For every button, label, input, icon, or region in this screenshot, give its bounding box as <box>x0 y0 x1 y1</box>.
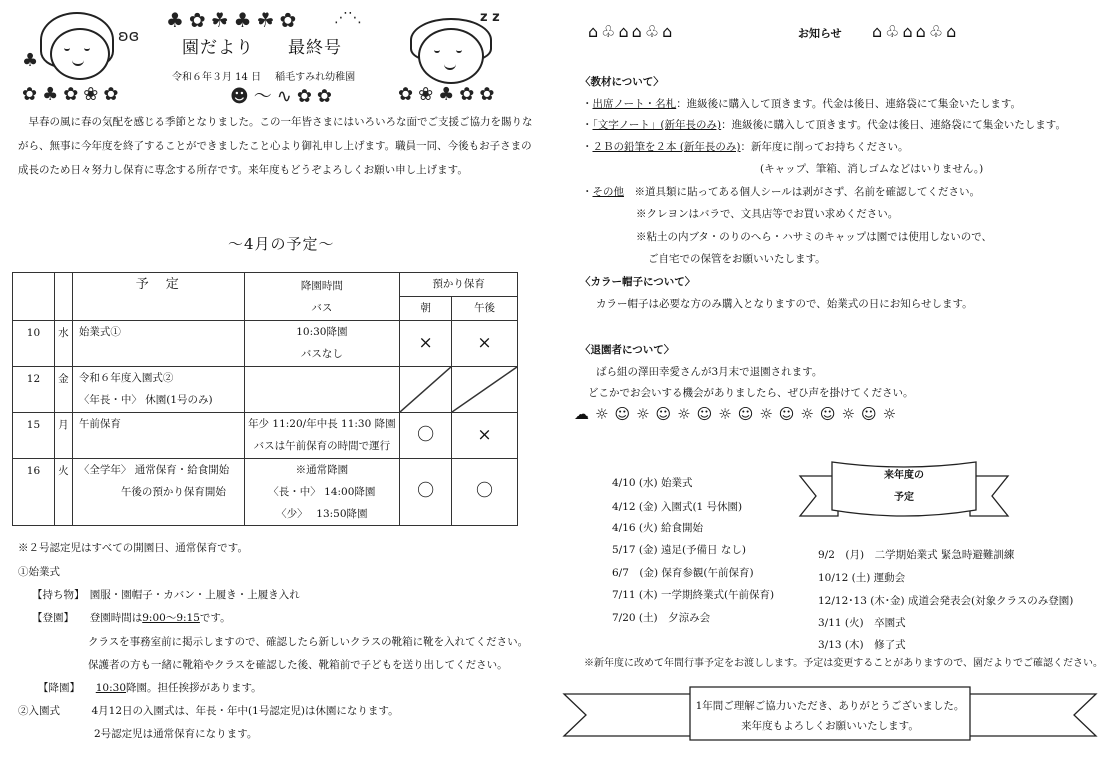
girl-face-illustration <box>50 28 110 80</box>
houses-trees-left-icon: ⌂♧⌂⌂♧⌂ <box>588 22 676 41</box>
cell-time <box>244 367 400 413</box>
cell-day: 15 <box>13 413 55 459</box>
table-row <box>13 459 518 526</box>
event-right: 12/12･13 (木･金) 成道会発表会(対象クラスのみ登園) <box>818 595 1074 607</box>
note-belongings: 【持ち物】 園服・園帽子・カバン・上履き・上履き入れ <box>32 589 300 601</box>
afternoon-mark: 〇 <box>476 481 494 502</box>
materials-line-3: ・２Ｂの鉛筆を２本 (新年長のみ)：新年度に削ってお持ちください。 <box>582 141 909 153</box>
table-row <box>13 413 518 459</box>
note-dismissal: 【降園】 10:30降園。担任挨拶があります。 <box>38 682 262 694</box>
cell-plan: 〈全学年〉 通常保育・給食開始 午後の預かり保育開始 <box>72 459 244 526</box>
cell-plan: 始業式① <box>72 321 244 367</box>
sleep-z-icon: z z <box>480 10 500 25</box>
afternoon-mark: × <box>477 332 492 353</box>
closing-line-1: 1年間ご理解ご協力いただき、ありがとうございました。 <box>695 700 965 712</box>
hat-label: 〈カラー帽子について〉 <box>580 276 696 288</box>
closing-line-2: 来年度もよろしくお願いいたします。 <box>741 720 919 732</box>
banner-line-2: 予定 <box>894 492 914 503</box>
table-header-dismissal: 降園時間 バス <box>244 273 400 321</box>
leaving-text-1: ばら組の澤田幸愛さんが3月末で退園されます。 <box>596 366 823 378</box>
school-name: 稲毛すみれ幼稚園 <box>275 72 356 83</box>
events-note: ※新年度に改めて年間行事予定をお渡しします。予定は変更することがありますので、園だよりでご確認ください。 <box>584 658 1103 669</box>
event-left: 7/11 (木) 一学期終業式(午前保育) <box>612 589 775 601</box>
event-left: 6/7 (金) 保育参観(午前保育) <box>612 567 754 579</box>
date-school-line <box>172 72 355 85</box>
ribbon-banner-icon <box>798 458 1010 524</box>
table-header-childcare: 預かり保育 <box>400 273 518 297</box>
cell-plan: 午前保育 <box>72 413 244 459</box>
table-row <box>13 321 518 367</box>
leaving-label: 〈退園者について〉 <box>580 344 675 356</box>
diagonal-slash-icon <box>400 367 451 412</box>
note-class-board: クラスを事務室前に掲示しますので、確認したら新しいクラスの靴箱に靴を入れてください。 <box>88 636 529 648</box>
children-sun-row-icon: ☁☼☺☼☺☼☺☼☺☼☺☼☺☼☺☼ <box>574 405 903 423</box>
materials-line-5: ・その他 ※道具類に貼ってある個人シールは剥がさず、名前を確認してください。 <box>582 186 980 198</box>
cell-day: 16 <box>13 459 55 526</box>
cell-morning <box>400 367 452 413</box>
note-opening-ceremony: ①始業式 <box>18 566 60 578</box>
morning-mark: 〇 <box>417 424 435 445</box>
flower-row-left-icon: ✿♣✿❀✿ <box>22 84 124 105</box>
materials-label: 〈教材について〉 <box>580 76 664 88</box>
closing-ribbon-icon <box>562 684 1098 744</box>
title-main-text: 園だより <box>182 38 254 58</box>
boy-face-illustration <box>418 28 484 84</box>
event-left: 5/17 (金) 遠足(予備日 なし) <box>612 544 746 556</box>
table-header-weekday <box>54 273 72 321</box>
table-header-morning: 朝 <box>400 297 452 321</box>
event-left: 4/16 (火) 給食開始 <box>612 522 703 534</box>
materials-line-8: ご自宅での保管をお願いいたします。 <box>648 253 826 265</box>
cell-day: 12 <box>13 367 55 413</box>
materials-line-1: ・出席ノート・名札：進級後に購入して頂きます。代金は後日、連絡袋にて集金いたします。 <box>582 98 1022 110</box>
notice-title: お知らせ <box>798 27 842 40</box>
clover-left-edge-icon: ♣ <box>22 50 39 71</box>
cell-morning <box>400 413 452 459</box>
cell-morning <box>400 321 452 367</box>
note-entrance-ceremony: ②入園式 4月12日の入園式は、年長・年中(1号認定児)は休園になります。 <box>18 705 399 717</box>
clover-row-top-icon: ♣✿☘♣☘✿ <box>166 8 302 32</box>
note-arrival: 【登園】 登園時間は9:00～9:15です。 <box>32 612 231 624</box>
cell-weekday: 火 <box>54 459 72 526</box>
materials-line-7: ※粘土の内ブタ・のりのへら・ハサミのキャップは園では使用しないので、 <box>636 231 993 243</box>
title-issue-text: 最終号 <box>288 38 342 58</box>
event-left: 4/10 (水) 始業式 <box>612 477 693 489</box>
note-parents: 保護者の方も一緒に靴箱やクラスを確認した後、靴箱前で子どもを送り出してください。 <box>88 659 508 671</box>
morning-mark: 〇 <box>417 481 435 502</box>
april-schedule-table <box>12 272 518 526</box>
cell-time: 10:30降園 バスなし <box>244 321 400 367</box>
materials-line-6: ※クレヨンはバラで、文具店等でお買い求めください。 <box>636 208 899 220</box>
april-schedule-heading: ～4月の予定～ <box>228 235 335 253</box>
event-left: 4/12 (金) 入園式(1 号休園) <box>612 501 743 513</box>
materials-line-4: (キャップ、筆箱、消しゴムなどはいりません。) <box>760 163 984 175</box>
cell-afternoon <box>452 413 518 459</box>
banner-line-1: 来年度の <box>884 470 924 481</box>
frog-row-icon: ☻〜∿✿✿ <box>230 86 338 107</box>
afternoon-mark: × <box>477 424 492 445</box>
table-header-plan: 予 定 <box>72 273 244 321</box>
table-header-row-1 <box>13 273 518 297</box>
cell-morning <box>400 459 452 526</box>
event-right: 3/11 (火) 卒園式 <box>818 617 906 629</box>
cell-day: 10 <box>13 321 55 367</box>
cell-weekday: 月 <box>54 413 72 459</box>
flower-row-right-icon: ✿❀♣✿✿ <box>398 84 500 105</box>
hat-text: カラー帽子は必要な方のみ購入となりますので、始業式の日にお知らせします。 <box>596 298 973 310</box>
event-right: 3/13 (木) 修了式 <box>818 639 906 651</box>
cell-plan: 令和６年度入園式② 〈年長・中〉 休園(1号のみ) <box>72 367 244 413</box>
left-column <box>0 0 540 760</box>
houses-trees-right-icon: ⌂♧⌂⌂♧⌂ <box>872 22 960 41</box>
cell-afternoon <box>452 367 518 413</box>
table-header-afternoon: 午後 <box>452 297 518 321</box>
event-right: 9/2 (月) 二学期始業式 緊急時避難訓練 <box>818 549 1015 561</box>
cell-time: 年少 11:20/年中長 11:30 降園 バスは午前保育の時間で運行 <box>244 413 400 459</box>
cell-afternoon <box>452 459 518 526</box>
note-2go: ※２号認定児はすべての開園日、通常保育です。 <box>18 542 248 554</box>
butterfly-icon: ʚɞ <box>118 26 140 45</box>
sparkle-icon: ⋰⋱ <box>334 10 362 26</box>
newsletter-title <box>182 38 342 59</box>
cell-time: ※通常降園 〈長・中〉 14:00降園 〈少〉 13:50降園 <box>244 459 400 526</box>
schedule-body <box>13 321 518 526</box>
next-year-banner <box>798 458 1010 524</box>
cell-afternoon <box>452 321 518 367</box>
morning-mark: × <box>418 332 433 353</box>
materials-line-2: ・「文字ノート」(新年長のみ)：進級後に購入して頂きます。代金は後日、連絡袋にて集金いたします。 <box>582 119 1066 131</box>
cell-weekday: 金 <box>54 367 72 413</box>
event-left: 7/20 (土) 夕涼み会 <box>612 612 711 624</box>
diagonal-slash-icon <box>452 367 517 412</box>
note-2go-normal: 2号認定児は通常保育になります。 <box>94 728 258 740</box>
table-header-day <box>13 273 55 321</box>
cell-weekday: 水 <box>54 321 72 367</box>
leaving-text-2: どこかでお会いする機会がありましたら、ぜひ声を掛けてください。 <box>588 387 914 399</box>
right-column <box>560 0 1120 760</box>
greeting-paragraph: 早春の風に春の気配を感じる季節となりました。この一年皆さまにはいろいろな面でご支援ご協力を賜りながら、無事に今年度を終了することができましたこと心より御礼申し上げます。職員一同、今後もお子さまの成長のため日々努力し保育に専念する所存です。来年度もどうぞよろしくお願い申し上げます。 <box>18 116 533 176</box>
event-right: 10/12 (土) 運動会 <box>818 572 906 584</box>
table-row <box>13 367 518 413</box>
closing-banner <box>562 684 1098 744</box>
issue-date: 令和６年３月 14 日 <box>172 72 262 83</box>
